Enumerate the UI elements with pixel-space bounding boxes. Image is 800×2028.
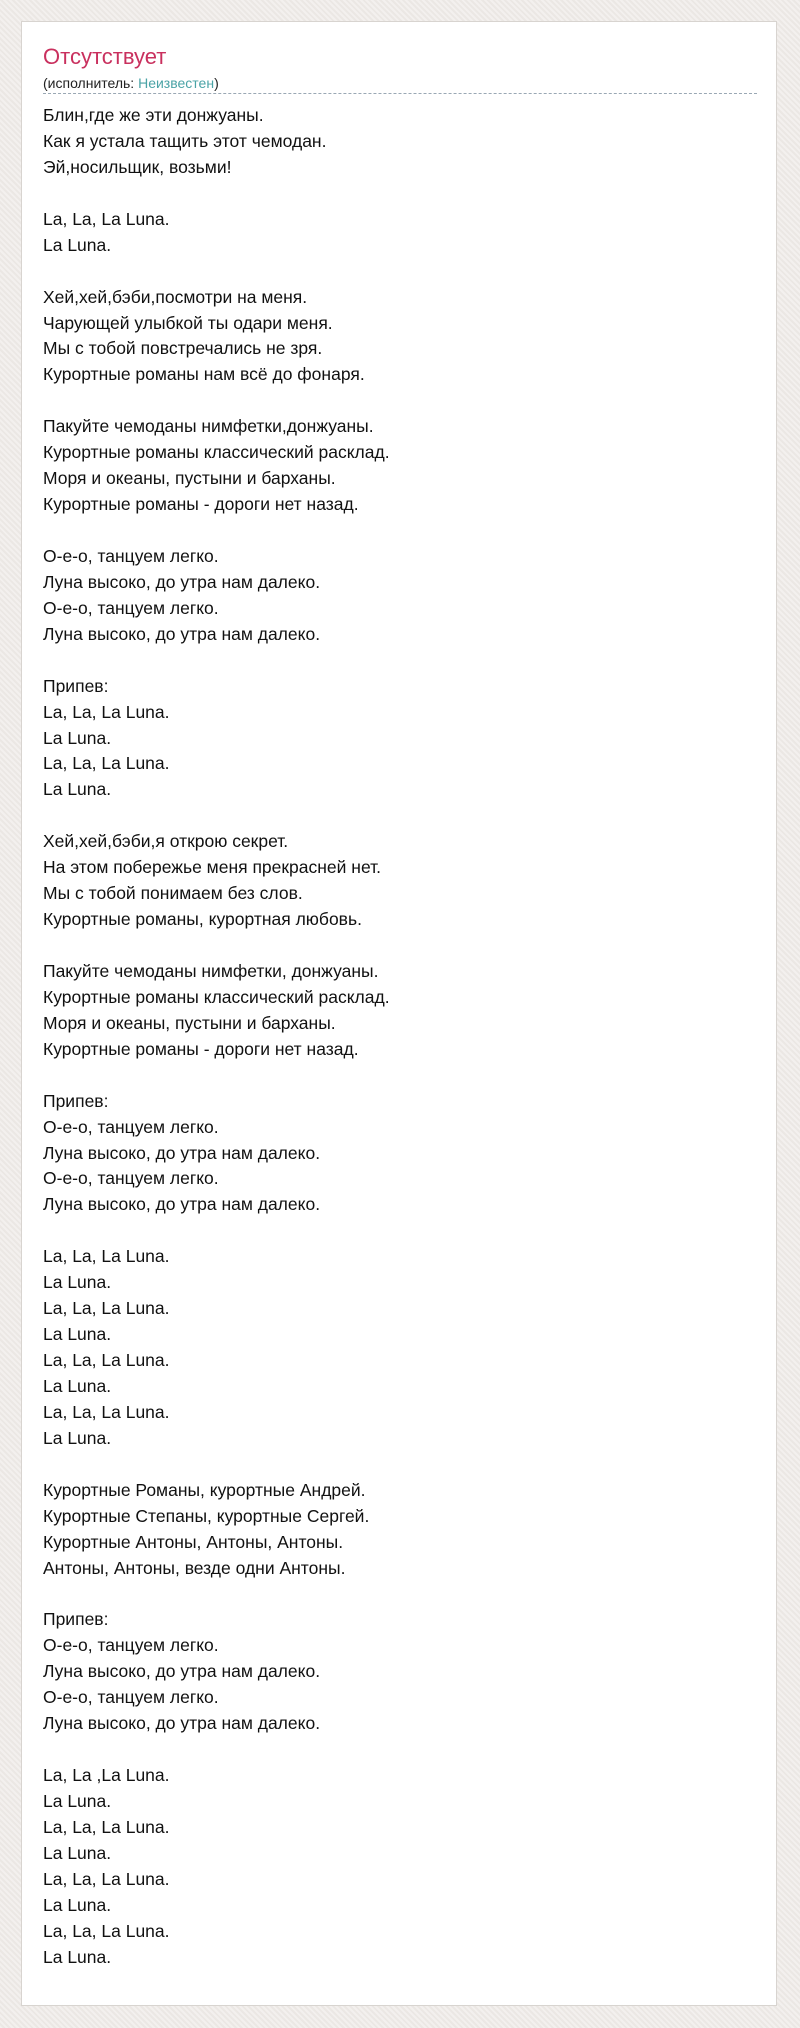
lyric-line: Припев: (43, 1609, 109, 1630)
lyric-line: Мы с тобой понимаем без слов. (43, 883, 303, 904)
lyric-line (43, 388, 390, 414)
lyric-line: Луна высоко, до утра нам далеко. (43, 1194, 321, 1215)
lyric-line: О-е-о, танцуем легко. (43, 1116, 219, 1137)
lyric-line: Пакуйте чемоданы нимфетки,донжуаны. (43, 416, 374, 437)
lyric-line: Луна высоко, до утра нам далеко. (43, 571, 321, 592)
lyric-line: Курортные Степаны, курортные Сергей. (43, 1505, 370, 1526)
lyric-line (43, 259, 390, 285)
lyric-line: Чарующей улыбкой ты одари меня. (43, 312, 333, 333)
lyric-line (43, 803, 390, 829)
lyric-line (43, 1737, 390, 1763)
lyric-line (43, 1581, 390, 1607)
lyric-line: Курортные романы классический расклад. (43, 442, 390, 463)
lyric-line: Моря и океаны, пустыни и барханы. (43, 1012, 336, 1033)
lyric-line: Курортные романы - дороги нет назад. (43, 1038, 359, 1059)
lyric-line: Мы с тобой повстречались не зря. (43, 338, 323, 359)
lyric-line (43, 1063, 390, 1089)
artist-line (43, 74, 757, 94)
lyric-line: Луна высоко, до утра нам далеко. (43, 1661, 321, 1682)
lyric-line: Хей,хей,бэби,я открою секрет. (43, 831, 289, 852)
lyric-line: La Luna. (43, 1324, 112, 1345)
lyric-line: La Luna. (43, 234, 112, 255)
lyric-line: La, La, La Luna. (43, 1816, 170, 1837)
lyric-line: Моря и океаны, пустыни и барханы. (43, 468, 336, 489)
lyric-line (43, 933, 390, 959)
lyric-line: La, La, La Luna. (43, 1298, 170, 1319)
lyric-line: Курортные романы, курортная любовь. (43, 909, 362, 930)
lyric-line: Антоны, Антоны, везде одни Антоны. (43, 1557, 346, 1578)
lyric-line (43, 1218, 390, 1244)
lyric-line: Хей,хей,бэби,посмотри на меня. (43, 286, 308, 307)
lyric-line: La, La, La Luna. (43, 1920, 170, 1941)
lyric-line: Пакуйте чемоданы нимфетки, донжуаны. (43, 960, 379, 981)
lyric-line: La Luna. (43, 1427, 112, 1448)
lyric-line: Луна высоко, до утра нам далеко. (43, 623, 321, 644)
lyric-line: La, La ,La Luna. (43, 1765, 170, 1785)
lyric-line: La, La, La Luna. (43, 701, 170, 722)
lyric-line: La Luna. (43, 1842, 112, 1863)
lyric-line: О-е-о, танцуем легко. (43, 597, 219, 618)
artist-prefix: (исполнитель: (43, 75, 139, 91)
lyrics-card (21, 21, 777, 2006)
lyric-line: Припев: (43, 675, 109, 696)
lyric-line: La Luna. (43, 1375, 112, 1396)
lyric-line: Курортные романы классический расклад. (43, 986, 390, 1007)
lyric-line: О-е-о, танцуем легко. (43, 545, 219, 566)
lyric-line: La, La, La Luna. (43, 1246, 170, 1267)
lyric-line: Курортные Романы, курортные Андрей. (43, 1479, 366, 1500)
lyric-line: La, La, La Luna. (43, 753, 170, 774)
lyric-line: La, La, La Luna. (43, 1350, 170, 1370)
lyric-line: О-е-о, танцуем легко. (43, 1168, 219, 1189)
lyric-line: La Luna. (43, 1790, 112, 1811)
artist-suffix: ) (214, 75, 219, 91)
lyric-line: О-е-о, танцуем легко. (43, 1687, 219, 1708)
lyric-line (43, 1452, 390, 1478)
lyric-line: La Luna. (43, 1894, 112, 1915)
lyric-line: О-е-о, танцуем легко. (43, 1635, 219, 1656)
lyric-line: Луна высоко, до утра нам далеко. (43, 1142, 321, 1163)
lyric-line: Эй,носильщик, возьми! (43, 156, 232, 177)
lyric-line: La Luna. (43, 1946, 112, 1967)
lyric-line: Припев: (43, 1090, 109, 1111)
lyric-line: Курортные романы нам всё до фонаря. (43, 364, 365, 385)
lyric-line: Курортные Антоны, Антоны, Антоны. (43, 1531, 344, 1552)
lyric-line: La Luna. (43, 1272, 112, 1293)
lyric-line: Луна высоко, до утра нам далеко. (43, 1713, 321, 1734)
lyric-line: La, La, La Luna. (43, 1868, 170, 1889)
lyric-line (43, 181, 390, 207)
lyrics-body (43, 103, 390, 1971)
lyric-line: Блин,где же эти донжуаны. (43, 105, 264, 125)
song-title: Отсутствует (43, 44, 167, 69)
lyric-line: На этом побережье меня прекрасней нет. (43, 857, 382, 878)
artist-link[interactable]: Неизвестен (138, 75, 215, 91)
lyric-line: La Luna. (43, 779, 112, 800)
lyric-line: La, La, La Luna. (43, 1401, 170, 1422)
lyric-line: Как я устала тащить этот чемодан. (43, 130, 327, 151)
lyric-line (43, 648, 390, 674)
lyric-line: La, La, La Luna. (43, 208, 170, 229)
lyric-line: Курортные романы - дороги нет назад. (43, 494, 359, 515)
lyric-line: La Luna. (43, 727, 112, 748)
lyric-line (43, 518, 390, 544)
